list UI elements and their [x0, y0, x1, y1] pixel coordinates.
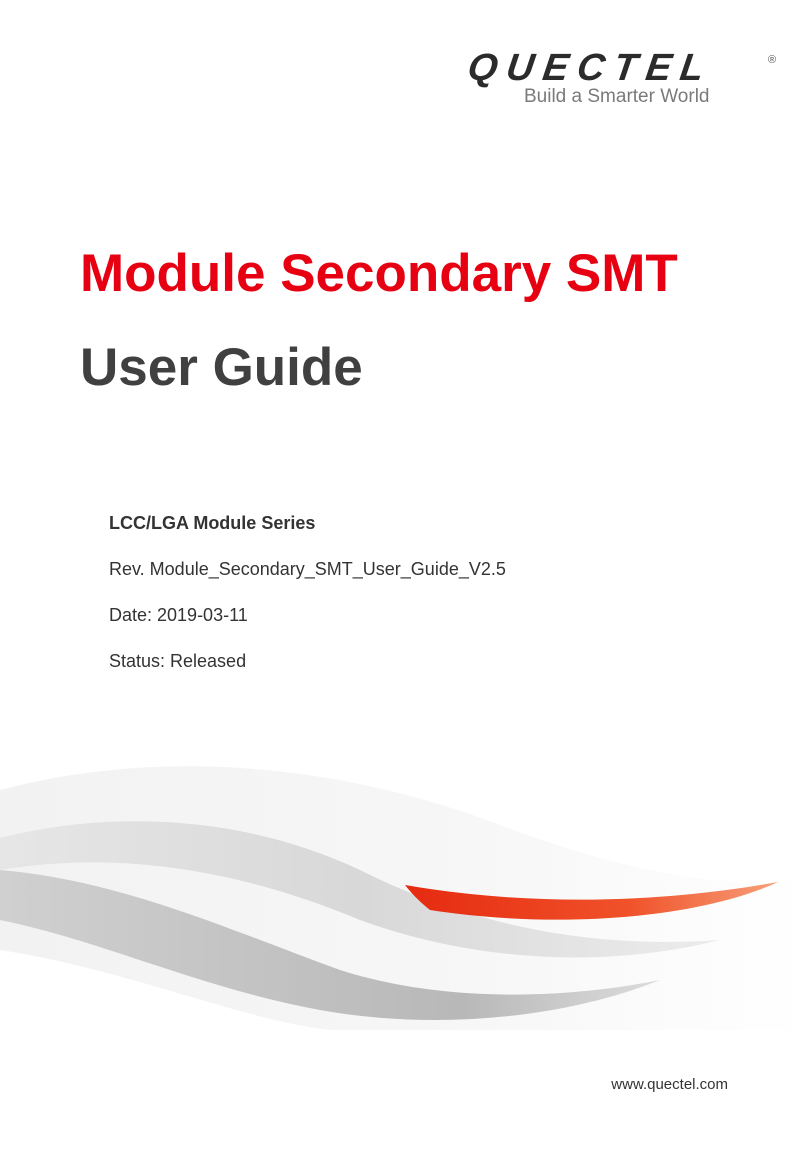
status: Status: Released	[109, 651, 247, 671]
logo-tagline: Build a Smarter World	[524, 86, 710, 107]
document-title: Module Secondary SMT	[80, 244, 678, 303]
website-link[interactable]: www.quectel.com	[611, 1076, 728, 1093]
registered-mark: ®	[768, 54, 777, 66]
quectel-logo	[465, 46, 780, 112]
decorative-swoosh	[0, 730, 808, 1030]
document-subtitle: User Guide	[80, 338, 363, 397]
document-meta	[109, 512, 506, 696]
logo-wordmark: QUECTEL	[465, 47, 716, 89]
date: Date: 2019-03-11	[109, 605, 248, 625]
module-series: LCC/LGA Module Series	[109, 513, 316, 533]
revision: Rev. Module_Secondary_SMT_User_Guide_V2.5	[109, 559, 506, 579]
